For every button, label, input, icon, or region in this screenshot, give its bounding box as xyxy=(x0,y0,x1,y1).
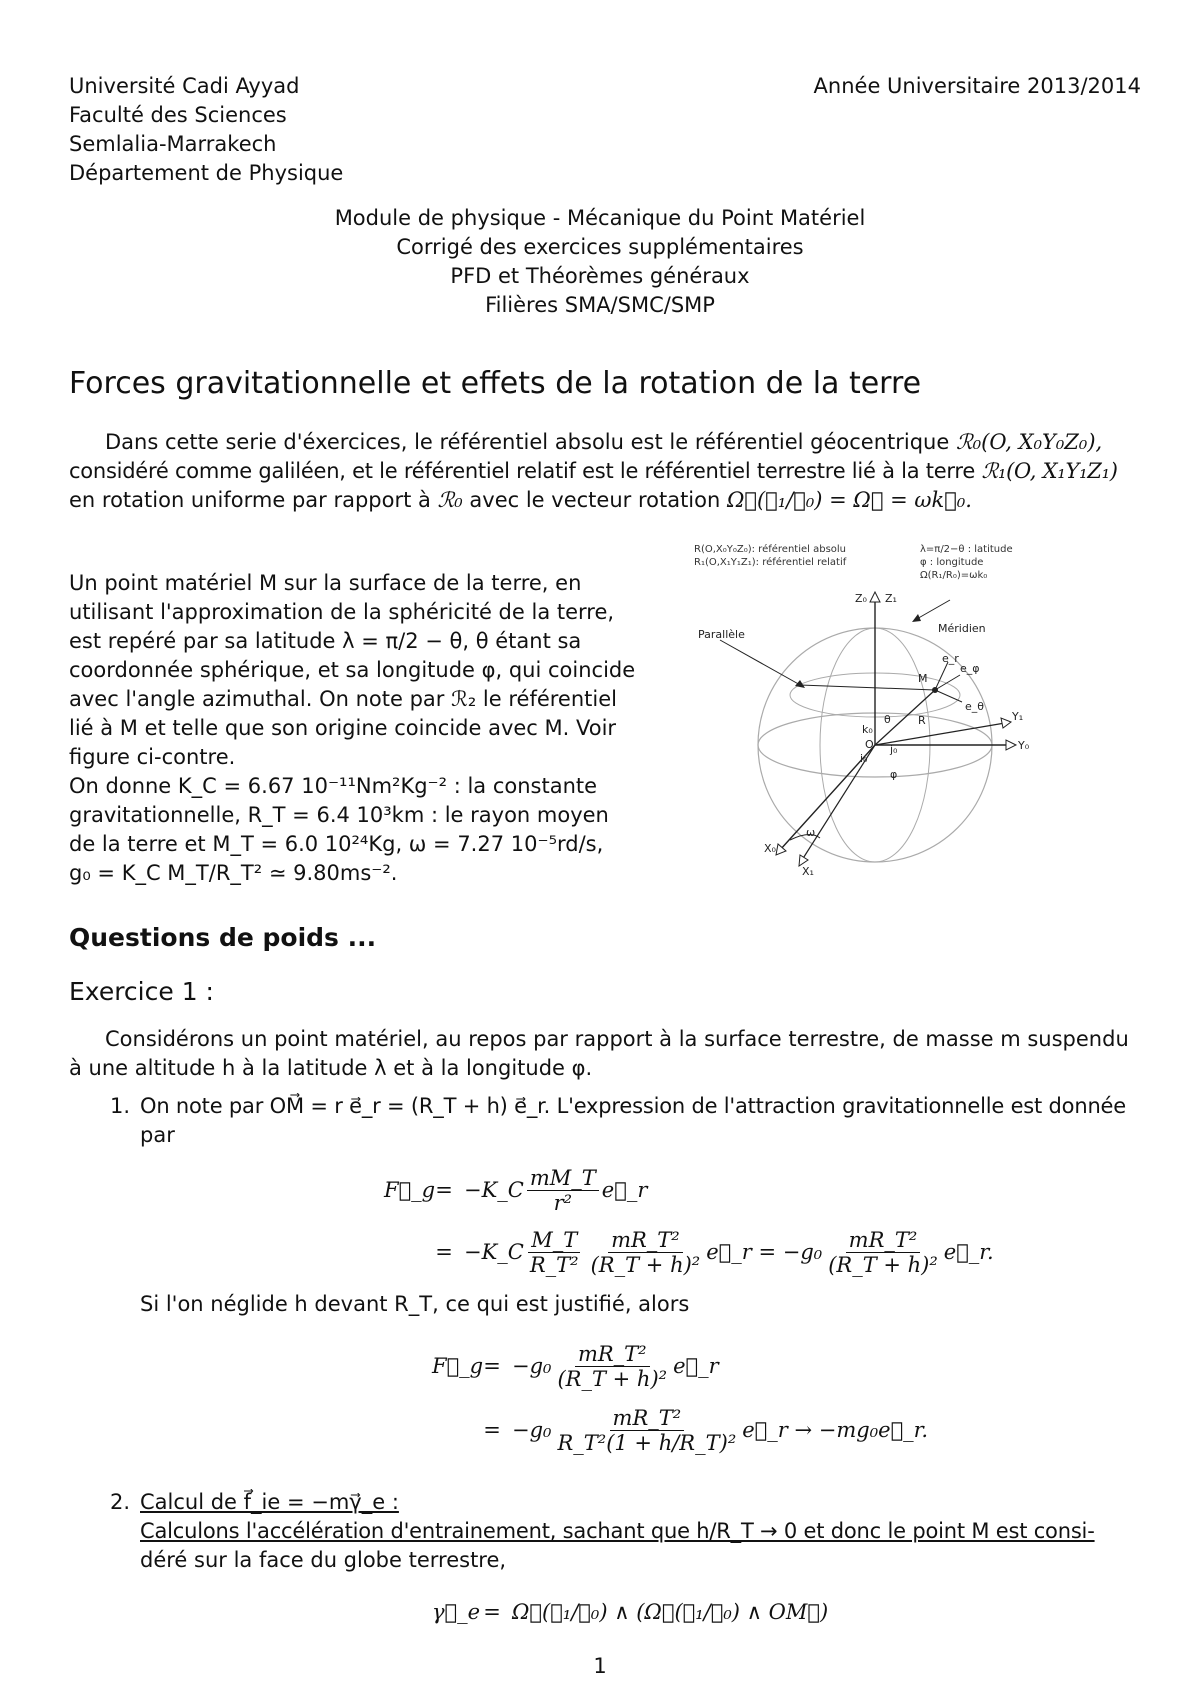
exercise-title: Exercice 1 : xyxy=(69,977,214,1006)
neglect-statement: Si l'on néglide h devant R_T, ce qui est justifié, alors xyxy=(140,1292,690,1316)
label-o: O xyxy=(865,738,874,751)
eq-fraction-1 xyxy=(527,1166,599,1215)
eq-er-g0-2: e⃗_r = −g₀ xyxy=(706,1239,823,1264)
exercise-line-2: à une altitude h à la latitude λ et à la longitude φ. xyxy=(69,1056,593,1080)
questions-title: Questions de poids ... xyxy=(69,923,377,952)
page-number: 1 xyxy=(593,1654,607,1678)
desc-line-3: est repéré par sa latitude λ = π/2 − θ, θ étant sa xyxy=(69,629,582,653)
item-2-number: 2. xyxy=(110,1490,131,1514)
equation-fg-line-2 xyxy=(384,1222,994,1282)
equation-fg-line-3 xyxy=(432,1336,719,1396)
exercise-statement xyxy=(69,1025,1149,1083)
label-k0: k₀ xyxy=(862,723,873,736)
eq-fraction-2b xyxy=(588,1228,704,1277)
header-left xyxy=(69,72,489,188)
earth-rotation-figure xyxy=(690,540,1030,885)
label-j0: j₀ xyxy=(890,743,898,756)
eq-frac1-num: mM_T xyxy=(527,1166,599,1191)
label-z1: Z₁ xyxy=(885,592,897,605)
eq-equals-3: = xyxy=(483,1353,501,1378)
eq-frac2c-num: mR_T² xyxy=(846,1228,921,1253)
eq-equals-1: = xyxy=(435,1177,453,1202)
label-ephi: e_φ xyxy=(960,662,980,675)
label-i0: i₀ xyxy=(860,752,868,765)
intro-line3-ref: ℛ₀ xyxy=(437,488,463,512)
eq-gamma-e-rhs: Ω⃗(ℛ₁/ℛ₀) ∧ (Ω⃗(ℛ₁/ℛ₀) ∧ OM⃗) xyxy=(512,1599,829,1624)
course-block xyxy=(200,204,1000,320)
label-meridien: Méridien xyxy=(938,622,986,635)
eq-fg-symbol-2: F⃗_g xyxy=(432,1353,484,1378)
course-subtitle: Corrigé des exercices supplémentaires xyxy=(396,235,804,259)
item-1-number: 1. xyxy=(110,1094,131,1118)
intro-paragraph xyxy=(69,428,1141,515)
item-2-line-1: Calculons l'accélération d'entrainement, sachant que h/R_T → 0 et donc le point M est consi- xyxy=(140,1519,1095,1543)
label-z0: Z₀ xyxy=(855,592,867,605)
academic-year: Année Universitaire 2013/2014 xyxy=(813,74,1141,98)
eq-frac4-num: mR_T² xyxy=(610,1406,685,1431)
desc-line-5: avec l'angle azimuthal. On note par ℛ₂ le référentiel xyxy=(69,687,617,711)
eq-kc-1: −K_C xyxy=(464,1177,524,1202)
eq-frac2a-den: R_T² xyxy=(529,1252,579,1277)
eq-frac2c-den: (R_T + h)² xyxy=(828,1252,938,1277)
label-etheta: e_θ xyxy=(965,700,984,713)
item-2-text xyxy=(140,1488,1150,1575)
intro-line3-text-b: avec le vecteur rotation xyxy=(462,488,727,512)
desc-line-8: On donne K_C = 6.67 10⁻¹¹Nm²Kg⁻² : la constante xyxy=(69,774,598,798)
legend-longitude: φ : longitude xyxy=(920,557,984,568)
label-omega: ω xyxy=(806,826,816,839)
label-phi: φ xyxy=(890,768,898,781)
eq-frac1-den: r² xyxy=(553,1190,573,1215)
eq-er-4: e⃗_r → −mg₀e⃗_r. xyxy=(742,1417,929,1442)
desc-line-2: utilisant l'approximation de la sphéricité de la terre, xyxy=(69,600,615,624)
desc-line-4: coordonnée sphérique, et sa longitude φ, qui coincide xyxy=(69,658,636,682)
course-module: Module de physique - Mécanique du Point Matériel xyxy=(334,206,866,230)
eq-frac2b-den: (R_T + h)² xyxy=(590,1252,701,1277)
label-x1: X₁ xyxy=(802,865,814,878)
section-title: Forces gravitationnelle et effets de la rotation de la terre xyxy=(69,366,922,401)
eq-frac3-num: mR_T² xyxy=(575,1342,650,1367)
point-description xyxy=(69,569,637,888)
university-name: Université Cadi Ayyad xyxy=(69,74,300,98)
eq-fraction-2a xyxy=(527,1228,582,1277)
item-1-line-2: par xyxy=(140,1123,175,1147)
desc-line-6: lié à M et telle que son origine coincide avec M. Voir xyxy=(69,716,617,740)
eq-fg-symbol: F⃗_g xyxy=(384,1177,436,1202)
eq-g0-4: −g₀ xyxy=(512,1417,552,1442)
eq-fraction-3 xyxy=(554,1342,670,1391)
item-2-line-2: déré sur la face du globe terrestre, xyxy=(140,1548,507,1572)
item-1-line-1: On note par OM⃗ = r e⃗_r = (R_T + h) e⃗_r. L'expression de l'attraction gravitationnelle est donnée xyxy=(140,1094,1126,1118)
label-r: R xyxy=(918,714,926,727)
eq-er-3: e⃗_r xyxy=(673,1353,719,1378)
label-y1: Y₁ xyxy=(1012,710,1024,723)
intro-line3-text: en rotation uniforme par rapport à xyxy=(69,488,438,512)
faculty-name: Faculté des Sciences xyxy=(69,103,287,127)
eq-frac2b-num: mR_T² xyxy=(608,1228,683,1253)
eq-g0-3: −g₀ xyxy=(512,1353,552,1378)
equation-gamma-e xyxy=(432,1592,828,1632)
eq-frac3-den: (R_T + h)² xyxy=(557,1366,668,1391)
item-2-title: Calcul de f⃗_ie = −mγ⃗_e : xyxy=(140,1490,399,1514)
eq-equals-4: = xyxy=(483,1417,501,1442)
eq-equals-5: = xyxy=(483,1599,501,1624)
intro-line1-text: Dans cette serie d'éxercices, le référentiel absolu est le référentiel géocentrique xyxy=(105,430,956,454)
desc-line-1: Un point matériel M sur la surface de la terre, en xyxy=(69,571,582,595)
desc-line-10: de la terre et M_T = 6.0 10²⁴Kg, ω = 7.27 10⁻⁵rd/s, xyxy=(69,832,604,856)
label-y0: Y₀ xyxy=(1018,739,1030,752)
eq-er-1: e⃗_r xyxy=(601,1177,648,1202)
eq-fraction-2c xyxy=(825,1228,941,1277)
intro-line1-math: ℛ₀(O, X₀Y₀Z₀), xyxy=(955,430,1103,454)
eq-equals-2: = xyxy=(435,1239,453,1264)
course-streams: Filières SMA/SMC/SMP xyxy=(485,293,715,317)
intro-line3-omega: Ω⃗(ℛ₁/ℛ₀) = Ω⃗ = ωk⃗₀. xyxy=(726,488,972,512)
desc-line-7: figure ci-contre. xyxy=(69,745,236,769)
course-topic: PFD et Théorèmes généraux xyxy=(450,264,750,288)
eq-frac2a-num: M_T xyxy=(528,1228,580,1253)
legend-rotation: Ω(R₁/R₀)=ωk₀ xyxy=(920,570,988,581)
label-x0: X₀ xyxy=(764,842,776,855)
legend-latitude: λ=π/2−θ : latitude xyxy=(920,544,1013,555)
eq-fraction-4 xyxy=(554,1406,739,1455)
campus-name: Semlalia-Marrakech xyxy=(69,132,277,156)
desc-line-11: g₀ = K_C M_T/R_T² ≃ 9.80ms⁻². xyxy=(69,861,398,885)
legend-absolute: R(O,X₀Y₀Z₀): référentiel absolu xyxy=(694,544,847,555)
equation-fg-line-4 xyxy=(432,1400,928,1460)
label-theta: θ xyxy=(884,713,891,726)
eq-gamma-e-symbol: γ⃗_e xyxy=(432,1599,481,1624)
label-parallele: Parallèle xyxy=(698,628,745,641)
equation-fg-line-1 xyxy=(384,1160,647,1220)
intro-line2-math: ℛ₁(O, X₁Y₁Z₁) xyxy=(981,459,1118,483)
eq-kc-2: −K_C xyxy=(464,1239,524,1264)
legend-relative: R₁(O,X₁Y₁Z₁): référentiel relatif xyxy=(694,557,847,568)
label-m: M xyxy=(918,672,928,685)
desc-line-9: gravitationnelle, R_T = 6.4 10³km : le rayon moyen xyxy=(69,803,609,827)
eq-er-2: e⃗_r. xyxy=(943,1239,994,1264)
intro-line2-text: considéré comme galiléen, et le référentiel relatif est le référentiel terrestre lié à la terre xyxy=(69,459,982,483)
exercise-line-1: Considérons un point matériel, au repos par rapport à la surface terrestre, de masse m suspendu xyxy=(105,1027,1129,1051)
department-name: Département de Physique xyxy=(69,161,344,185)
item-1-text xyxy=(140,1092,1150,1150)
eq-frac4-den: R_T²(1 + h/R_T)² xyxy=(557,1430,737,1455)
label-er: e_r xyxy=(942,652,959,665)
